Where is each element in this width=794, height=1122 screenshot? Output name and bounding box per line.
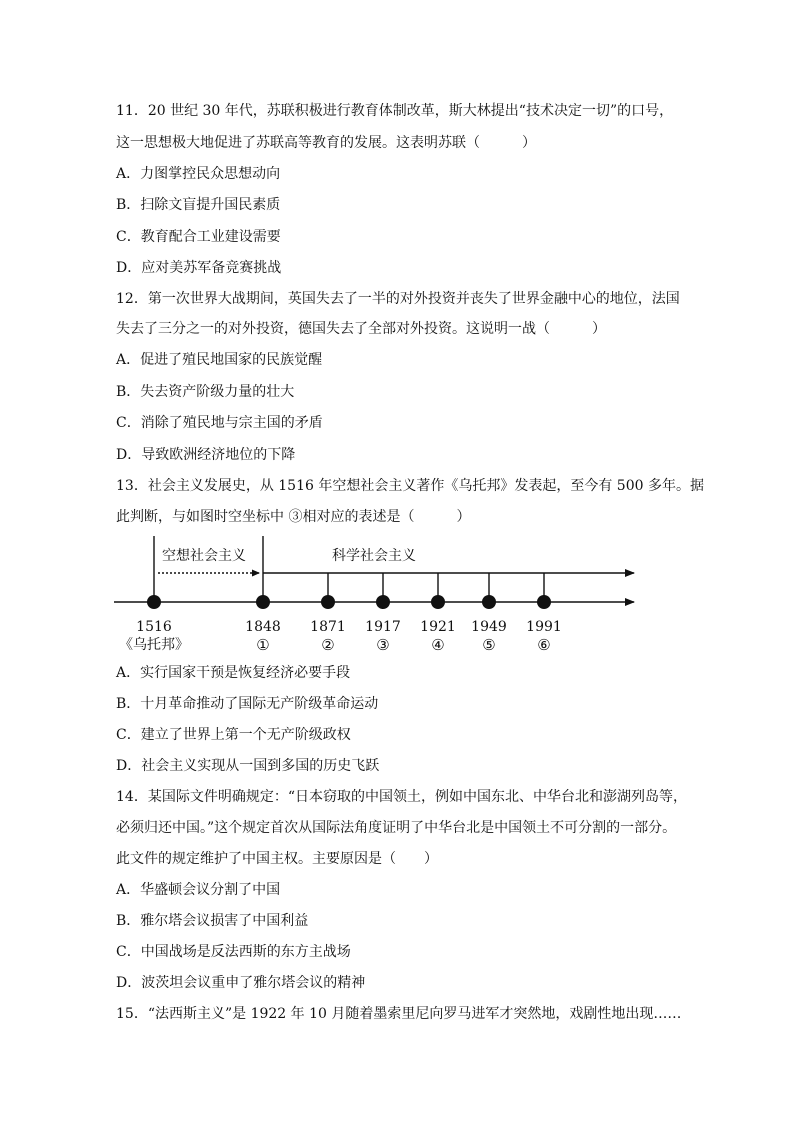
q11-stem-line-1: 11．20 世纪 30 年代，苏联积极进行教育体制改革，斯大林提出“技术决定一切”的口号，	[116, 103, 674, 119]
dot-1871	[321, 595, 335, 609]
year-label: 1917	[365, 619, 401, 635]
point-tag: ③	[376, 636, 390, 654]
q11-option-c: C．教育配合工业建设需要	[116, 229, 281, 245]
q14-option-b: B．雅尔塔会议损害了中国利益	[116, 913, 309, 929]
q13-option-d: D．社会主义实现从一国到多国的历史飞跃	[116, 758, 380, 774]
point-tag: ④	[431, 636, 445, 654]
dot-1917	[376, 595, 390, 609]
q13-option-b: B．十月革命推动了国际无产阶级革命运动	[116, 696, 379, 712]
scientific-socialism-label: 科学社会主义	[332, 548, 416, 564]
q12-option-d: D．导致欧洲经济地位的下降	[116, 447, 296, 463]
q14-stem-line-1: 14．某国际文件明确规定：“日本窃取的中国领土，例如中国东北、中华台北和澎湖列岛等，	[116, 789, 687, 805]
utopian-socialism-label: 空想社会主义	[162, 548, 246, 564]
year-label: 1991	[526, 619, 562, 635]
q12-stem-line-2: 失去了三分之一的对外投资，德国失去了全部对外投资。这说明一战（ ）	[116, 321, 606, 337]
q14-stem-line-2: 必须归还中国。”这个规定首次从国际法角度证明了中华台北是中国领土不可分割的一部分。	[116, 820, 677, 836]
q13-stem-line-2: 此判断，与如图时空坐标中 ③相对应的表述是（ ）	[116, 509, 471, 525]
dot-1921	[431, 595, 445, 609]
year-label: 1949	[471, 619, 507, 635]
q14-stem-line-3: 此文件的规定维护了中国主权。主要原因是（ ）	[116, 851, 438, 867]
q11-option-d: D．应对美苏军备竞赛挑战	[116, 260, 282, 276]
point-tag: ⑥	[537, 636, 551, 654]
year-label: 1871	[310, 619, 346, 635]
q12-option-a: A．促进了殖民地国家的民族觉醒	[116, 352, 323, 368]
dot-1991	[537, 595, 551, 609]
point-tag: 《乌托邦》	[119, 637, 189, 653]
q14-option-c: C．中国战场是反法西斯的东方主战场	[116, 944, 351, 960]
q15-stem-line-1: 15．“法西斯主义”是 1922 年 10 月随着墨索里尼向罗马进军才突然地，戏剧性地出现……	[116, 1006, 682, 1022]
q12-option-b: B．失去资产阶级力量的壮大	[116, 384, 295, 400]
dot-1848	[256, 595, 270, 609]
q13-stem-line-1: 13．社会主义发展史，从 1516 年空想社会主义著作《乌托邦》发表起，至今有 500 多年。据	[116, 478, 704, 494]
dot-1949	[482, 595, 496, 609]
q11-stem-line-2: 这一思想极大地促进了苏联高等教育的发展。这表明苏联（ ）	[116, 135, 536, 151]
q12-stem-line-1: 12．第一次世界大战期间，英国失去了一半的对外投资并丧失了世界金融中心的地位，法国	[116, 291, 680, 307]
year-label: 1848	[245, 619, 281, 635]
year-label: 1516	[136, 619, 172, 635]
q12-option-c: C．消除了殖民地与宗主国的矛盾	[116, 415, 323, 431]
point-tag: ⑤	[482, 636, 496, 654]
q13-option-c: C．建立了世界上第一个无产阶级政权	[116, 727, 351, 743]
point-tag: ①	[256, 636, 270, 654]
q13-option-a: A．实行国家干预是恢复经济必要手段	[116, 665, 351, 681]
q14-option-d: D．波茨坦会议重申了雅尔塔会议的精神	[116, 975, 366, 991]
q11-option-a: A．力图掌控民众思想动向	[116, 166, 281, 182]
socialism-timeline-figure	[108, 532, 648, 660]
q11-option-b: B．扫除文盲提升国民素质	[116, 197, 281, 213]
year-label: 1921	[420, 619, 456, 635]
point-tag: ②	[321, 636, 335, 654]
dot-1516	[147, 595, 161, 609]
q14-option-a: A．华盛顿会议分割了中国	[116, 882, 281, 898]
